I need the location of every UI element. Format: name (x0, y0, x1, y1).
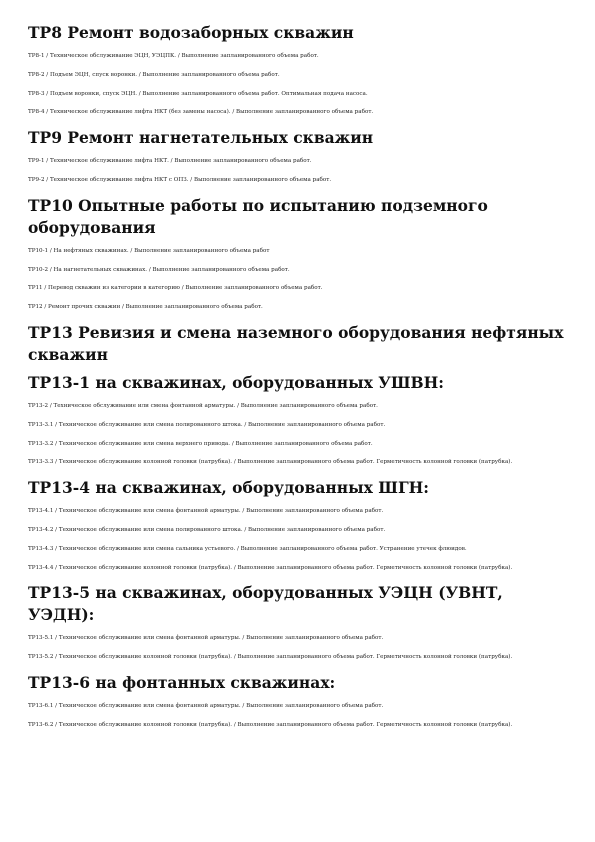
list-item: ТР13-3.1 / Техническое обслуживание или смена полированного штока. / Выполнение запланированного объема работ. (28, 421, 386, 428)
list-item: ТР8-2 / Подъем ЭЦН, спуск воронки. / Выполнение запланированного объема работ. (28, 71, 280, 78)
list-item: ТР13-4.3 / Техническое обслуживание или смена сальника устьевого. / Выполнение запланированного объема работ. Устранение утечек флюидов. (28, 545, 467, 552)
list-item: ТР13-4.1 / Техническое обслуживание или смена фонтанной арматуры. / Выполнение запланированного объема работ. (28, 508, 384, 515)
list-item: ТР8-3 / Подъем воронки, спуск ЭЦН. / Выполнение запланированного объема работ. Оптимальная подача насоса. (28, 90, 368, 97)
section-title-tr10: ТР10 Опытные работы по испытанию подземного оборудования (28, 195, 488, 237)
section-title-tr13-5: ТР13-5 на скважинах, оборудованных УЭЦН (УВНТ, УЭДН): (28, 583, 503, 625)
list-item: ТР10-1 / На нефтяных скважинах. / Выполнение запланированного объема работ (28, 247, 270, 254)
document-page (28, 22, 568, 730)
section-title-tr9: ТР9 Ремонт нагнетательных скважин (28, 128, 374, 148)
section-title-tr13: ТР13 Ревизия и смена наземного оборудования нефтяных скважин (28, 322, 564, 364)
list-item: ТР13-3.2 / Техническое обслуживание или смена верхнего привода. / Выполнение запланированного объема работ. (28, 440, 373, 447)
section-title-tr13-4: ТР13-4 на скважинах, оборудованных ШГН: (28, 478, 430, 498)
list-item: ТР9-1 / Техническое обслуживание лифта НКТ. / Выполнение запланированного объема работ. (28, 158, 312, 165)
list-item: ТР13-4.2 / Техническое обслуживание или смена полированного штока. / Выполнение запланированного объема работ. (28, 526, 386, 533)
section-title-tr13-1: ТР13-1 на скважинах, оборудованных УШВН: (28, 372, 444, 392)
list-item: ТР13-2 / Техническое обслуживание или смена фонтанной арматуры. / Выполнение запланированного объема работ. (28, 402, 378, 409)
list-item: ТР8-4 / Техническое обслуживание лифта НКТ (без замены насоса). / Выполнение запланированного объема работ. (28, 109, 374, 116)
list-item: ТР13-4.4 / Техническое обслуживание колонной головки (патрубка). / Выполнение запланированного объема работ. Герметичность колонной головки (патрубка). (28, 564, 513, 571)
list-item: ТР13-5.2 / Техническое обслуживание колонной головки (патрубка). / Выполнение запланированного объема работ. Герметичность колонной головки (патрубка). (28, 654, 513, 661)
list-item: ТР10-2 / На нагнетательных скважинах. / Выполнение запланированного объема работ. (28, 266, 290, 273)
list-item: ТР11 / Перевод скважин из категории в категорию / Выполнение запланированного объема работ. (28, 285, 323, 292)
list-item: ТР13-5.1 / Техническое обслуживание или смена фонтанной арматуры. / Выполнение запланированного объема работ. (28, 635, 384, 642)
list-item: ТР12 / Ремонт прочих скважин / Выполнение запланированного объема работ. (28, 304, 263, 311)
section-title-tr8: ТР8 Ремонт водозаборных скважин (28, 23, 354, 42)
list-item: ТР13-6.2 / Техническое обслуживание колонной головки (патрубка). / Выполнение запланированного объема работ. Герметичность колонной головки (патрубка). (28, 721, 513, 728)
list-item: ТР13-3.3 / Техническое обслуживание колонной головки (патрубка). / Выполнение запланированного объема работ. Герметичность колонной головки (патрубка). (28, 459, 513, 466)
section-title-tr13-6: ТР13-6 на фонтанных скважинах: (28, 672, 336, 692)
list-item: ТР13-6.1 / Техническое обслуживание или смена фонтанной арматуры. / Выполнение запланированного объема работ. (28, 702, 384, 709)
list-item: ТР9-2 / Техническое обслуживание лифта НКТ с ОПЗ. / Выполнение запланированного объема работ. (28, 176, 332, 183)
list-item: ТР8-1 / Техническое обслуживание ЭЦН, УЭЦПК. / Выполнение запланированного объема работ. (28, 53, 319, 59)
